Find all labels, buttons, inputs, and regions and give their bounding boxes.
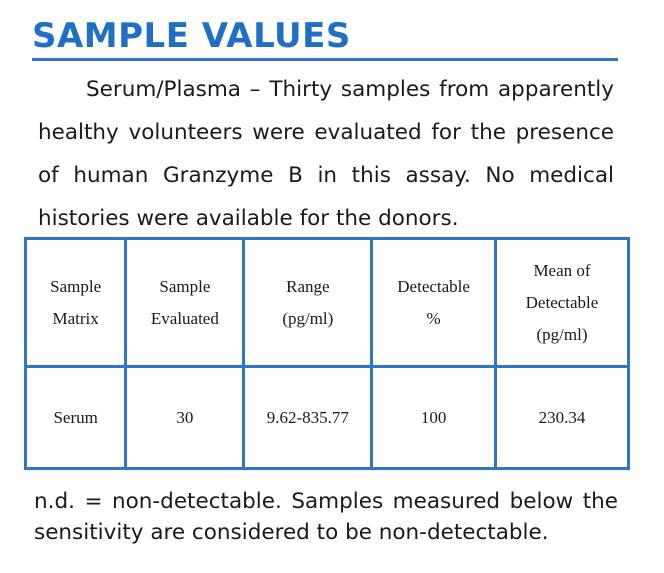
section-title: SAMPLE VALUES — [32, 16, 351, 56]
header-range: Range (pg/ml) — [244, 239, 372, 367]
footnote-text: n.d. = non-detectable. Samples measured below the sensitivity are considered to be non-detectable. — [34, 489, 618, 545]
cell-sample-evaluated: 30 — [126, 367, 244, 469]
table-header-row — [26, 239, 629, 367]
cell-mean-of-detectable: 230.34 — [496, 367, 629, 469]
header-sample-evaluated: Sample Evaluated — [126, 239, 244, 367]
cell-range: 9.62-835.77 — [244, 367, 372, 469]
title-underline — [32, 12, 618, 61]
sample-values-table — [24, 237, 630, 470]
cell-sample-matrix: Serum — [26, 367, 126, 469]
header-mean-of-detectable: Mean of Detectable (pg/ml) — [496, 239, 629, 367]
header-detectable-percent: Detectable % — [372, 239, 496, 367]
intro-paragraph — [38, 68, 614, 240]
table-row — [26, 367, 629, 469]
header-sample-matrix: Sample Matrix — [26, 239, 126, 367]
cell-detectable-percent: 100 — [372, 367, 496, 469]
intro-text: Serum/Plasma – Thirty samples from apparently healthy volunteers were evaluated for the presence of human Granzyme B in this assay. No medical histories were available for the donors. — [38, 77, 614, 231]
